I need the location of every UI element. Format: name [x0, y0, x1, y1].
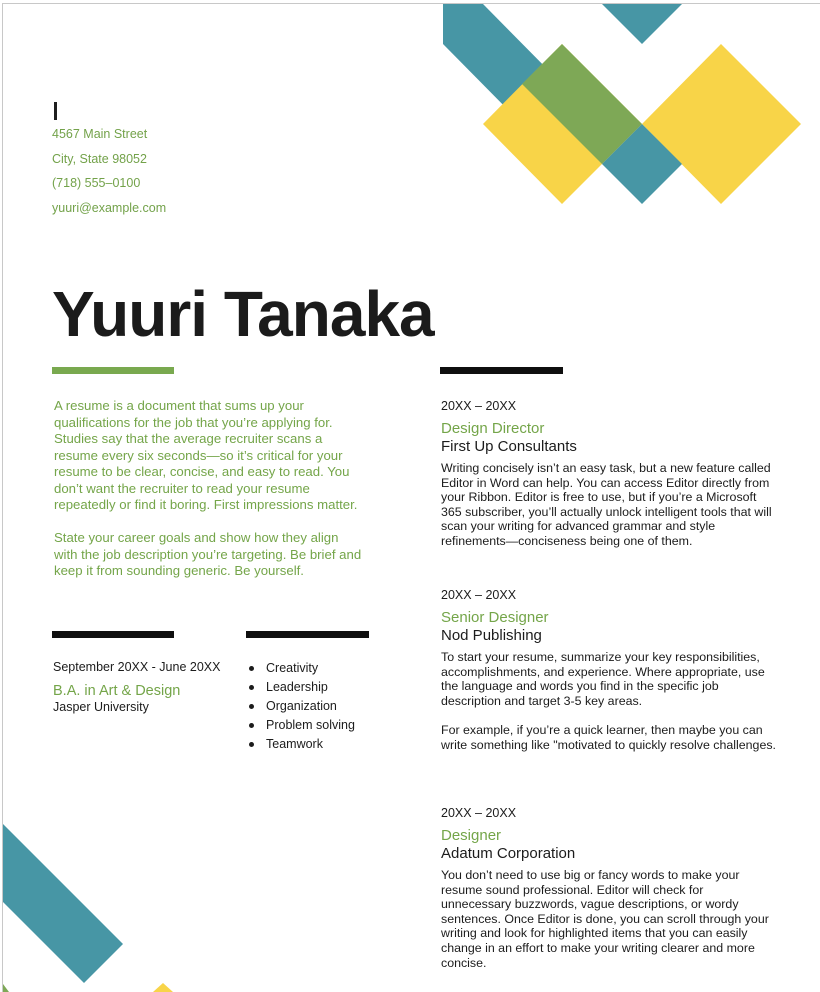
skills-divider — [246, 631, 369, 638]
education-dates: September 20XX - June 20XX — [53, 660, 221, 674]
summary-paragraph: State your career goals and show how they align with the job description you’re targeting. Be brief and keep it from sounding generic. Be yourself. — [54, 530, 362, 578]
summary-section — [54, 398, 364, 596]
skill-item: Problem solving — [248, 717, 355, 736]
contact-city: City, State 98052 — [52, 151, 147, 166]
contact-info — [52, 126, 166, 225]
job-description — [441, 650, 776, 752]
job-description-paragraph: To start your resume, summarize your key responsibilities, accomplishments, and experience. Where appropriate, use the language and words you find in the specific job description and target 3-5 key areas. — [441, 650, 765, 708]
experience-item — [441, 398, 776, 563]
contact-street: 4567 Main Street — [52, 127, 148, 141]
education-divider — [52, 631, 174, 638]
job-company: Adatum Corporation — [441, 845, 576, 862]
job-dates: 20XX – 20XX — [441, 588, 517, 602]
education-school: Jasper University — [53, 700, 149, 714]
job-title: Design Director — [441, 420, 545, 437]
summary-paragraph: A resume is a document that sums up your qualifications for the job that you’re applying for. Studies say that the average recruiter scans a resume every six seconds—so it’s critical for your resume to be clear, concise, and easy to read. You don’t want the recruiter to read your resume repeatedly or find it boring. First impressions matter. — [54, 398, 358, 512]
contact-email: yuuri@example.com — [52, 201, 167, 216]
job-description-paragraph: You don’t need to use big or fancy words to make your resume sound professional. Editor will check for unnecessary buzzwords, vague descriptions, or wordy sentences. Once Editor is done, you can scroll through your writing and look for highlighted items that you can easily change in an effort to make your writing clearer and more concise. — [441, 868, 769, 970]
experience-item — [441, 805, 776, 985]
job-description-paragraph: For example, if you’re a quick learner, then maybe you can write something like "motivated to quickly resolve challenges. — [441, 722, 776, 752]
job-title: Senior Designer — [441, 609, 549, 626]
job-dates: 20XX – 20XX — [441, 806, 517, 820]
contact-phone: (718) 555–0100 — [52, 176, 141, 191]
job-company: Nod Publishing — [441, 627, 542, 644]
job-title: Designer — [441, 827, 502, 844]
job-description — [441, 461, 776, 549]
text-cursor — [54, 102, 57, 120]
education-degree: B.A. in Art & Design — [53, 683, 181, 699]
job-dates: 20XX – 20XX — [441, 399, 517, 413]
experience-item — [441, 587, 776, 767]
candidate-name: Yuuri Tanaka — [52, 278, 434, 350]
experience-divider — [440, 367, 563, 374]
job-description — [441, 868, 776, 970]
summary-divider — [52, 367, 174, 374]
skill-item: Organization — [248, 698, 355, 717]
job-description-paragraph: Writing concisely isn’t an easy task, but a new feature called Editor in Word can help. You can access Editor directly from your Ribbon. Editor is free to use, but if you’re a Microsoft 365 subscriber, you’ll actually unlock intelligent tools that will scan your writing for advanced grammar and style refinements—conciseness being one of them. — [441, 461, 772, 548]
skills-list — [248, 660, 355, 755]
skill-item: Creativity — [248, 660, 355, 679]
skill-item: Leadership — [248, 679, 355, 698]
skill-item: Teamwork — [248, 736, 355, 755]
job-company: First Up Consultants — [441, 438, 577, 455]
